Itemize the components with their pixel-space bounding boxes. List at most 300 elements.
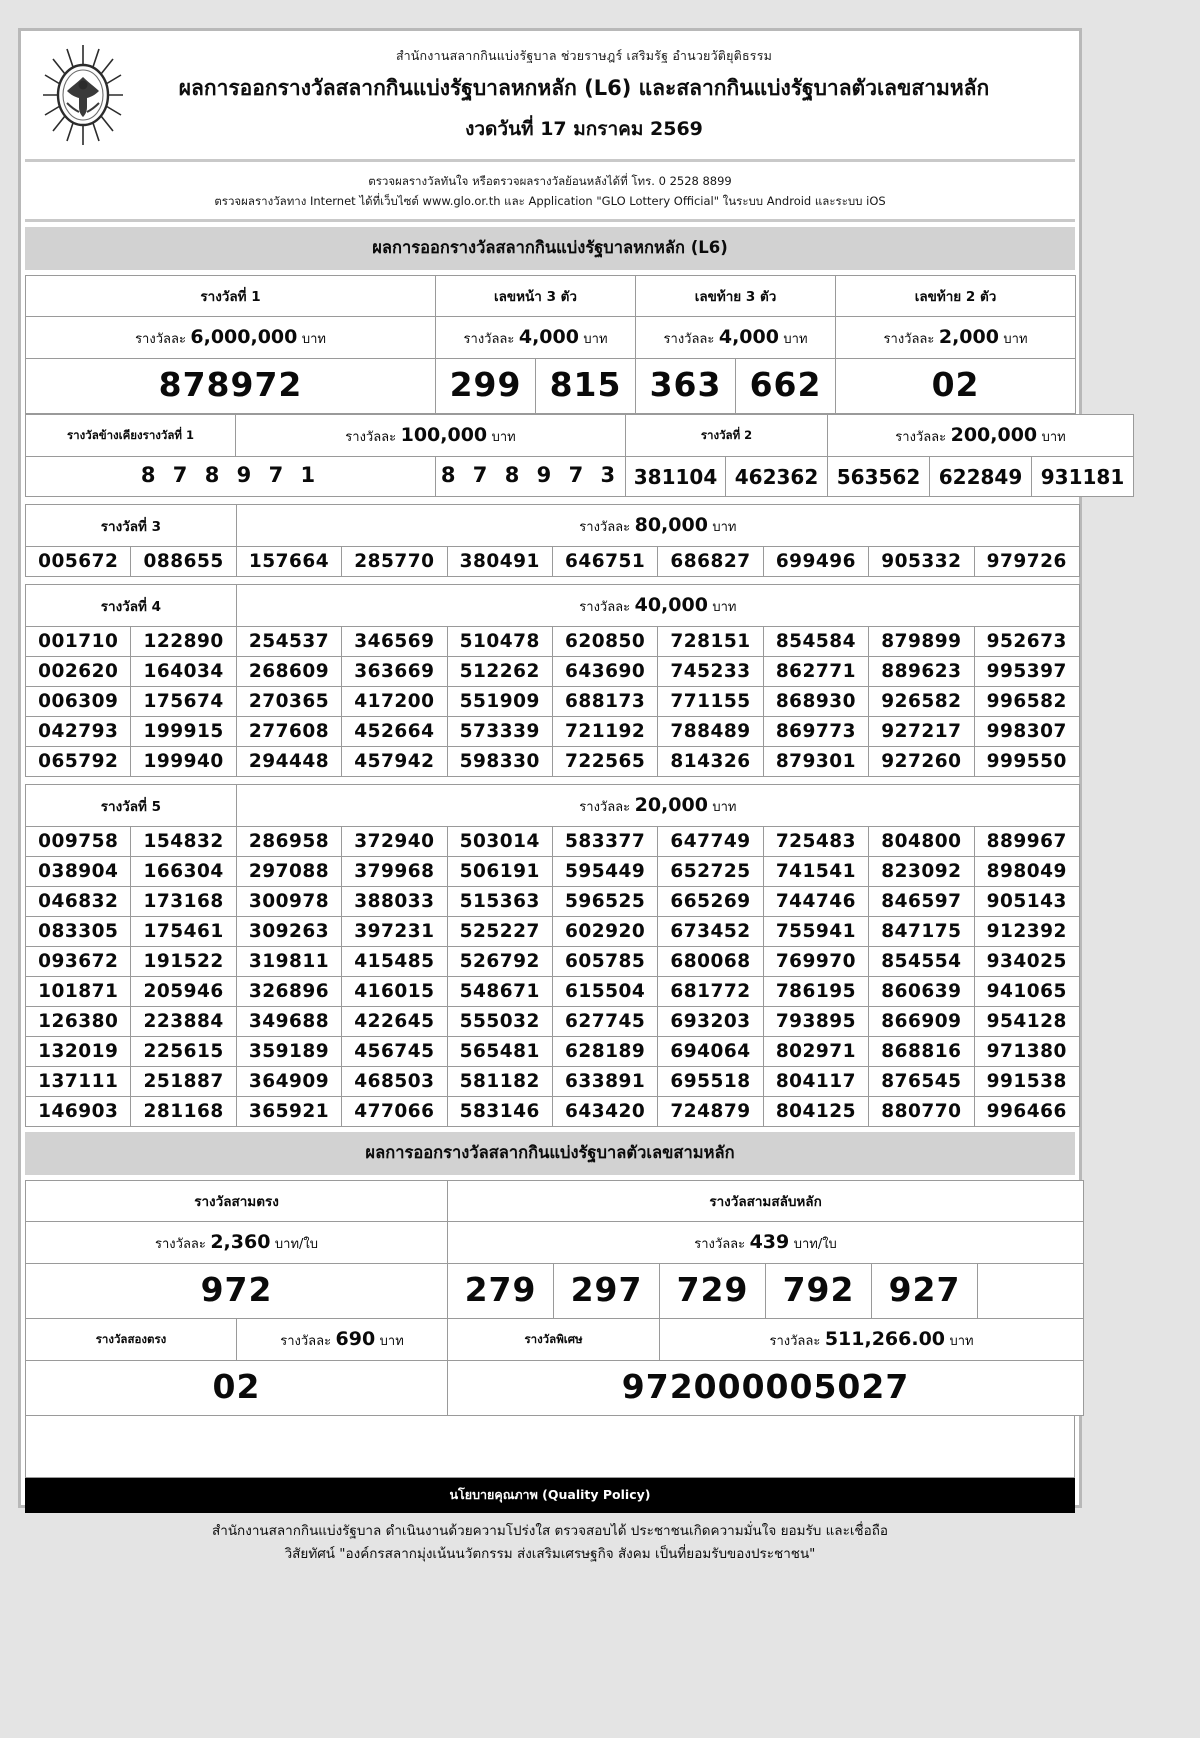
fifth-prize-number: 388033	[342, 887, 447, 917]
fourth-prize-number: 551909	[447, 687, 552, 717]
third-prize-amount-unit: บาท	[712, 520, 737, 536]
page-title: ผลการออกรางวัลสลากกินแบ่งรัฐบาลหกหลัก (L6) และสลากกินแบ่งรัฐบาลตัวเลขสามหลัก	[178, 76, 990, 100]
fifth-prize-number: 847175	[869, 917, 974, 947]
front3-amount	[436, 317, 636, 359]
front3-number-2: 815	[536, 359, 636, 414]
fifth-prize-number: 769970	[763, 947, 868, 977]
fourth-prize-number: 270365	[236, 687, 341, 717]
last3-amount-unit: บาท	[783, 332, 808, 348]
fifth-prize-number: 137111	[26, 1067, 131, 1097]
permuted3-number-1: 279	[448, 1264, 554, 1319]
near-first-amount-value: 100,000	[400, 424, 488, 447]
fifth-prize-number: 898049	[974, 857, 1079, 887]
l6-fourth-prize-table	[25, 584, 1080, 777]
last2-amount	[836, 317, 1076, 359]
fifth-prize-number: 652725	[658, 857, 763, 887]
fifth-prize-number: 223884	[131, 1007, 236, 1037]
near-first-amount-prefix: รางวัลละ	[345, 430, 397, 446]
fifth-prize-number: 991538	[974, 1067, 1079, 1097]
fourth-prize-number: 512262	[447, 657, 552, 687]
third-prize-number: 979726	[974, 547, 1079, 577]
draw-date: งวดวันที่ 17 มกราคม 2569	[465, 118, 703, 140]
table-row	[26, 657, 1080, 687]
fourth-prize-number: 879899	[869, 627, 974, 657]
footer-text	[25, 1513, 1075, 1574]
fourth-prize-number: 728151	[658, 627, 763, 657]
second-prize-number-4: 622849	[930, 457, 1032, 497]
fourth-prize-number: 199915	[131, 717, 236, 747]
straight2-amount-unit: บาท	[379, 1334, 404, 1350]
straight3-label: รางวัลสามตรง	[26, 1181, 448, 1222]
special-prize-number: 972000005027	[448, 1361, 1084, 1416]
third-prize-amount-value: 80,000	[634, 514, 708, 537]
table-row	[26, 1097, 1080, 1127]
fifth-prize-amount	[236, 785, 1079, 827]
fifth-prize-number: 456745	[342, 1037, 447, 1067]
fifth-prize-number: 146903	[26, 1097, 131, 1127]
special-prize-amount-prefix: รางวัลละ	[769, 1334, 821, 1350]
straight3-number: 972	[26, 1264, 448, 1319]
near-first-amount-unit: บาท	[491, 430, 516, 446]
table-row	[26, 917, 1080, 947]
table-row	[26, 857, 1080, 887]
fourth-prize-number: 927217	[869, 717, 974, 747]
fifth-prize-number: 744746	[763, 887, 868, 917]
fourth-prize-number: 042793	[26, 717, 131, 747]
fifth-prize-number: 416015	[342, 977, 447, 1007]
fifth-prize-number: 132019	[26, 1037, 131, 1067]
fourth-prize-number: 122890	[131, 627, 236, 657]
second-prize-amount-value: 200,000	[950, 424, 1038, 447]
straight2-amount-value: 690	[335, 1328, 376, 1351]
straight2-amount	[237, 1319, 448, 1361]
l6-section-banner: ผลการออกรางวัลสลากกินแบ่งรัฐบาลหกหลัก (L6)	[25, 226, 1075, 271]
fifth-prize-number: 506191	[447, 857, 552, 887]
fifth-prize-number: 093672	[26, 947, 131, 977]
permuted3-number-3: 729	[660, 1264, 766, 1319]
table-row	[26, 1319, 1084, 1361]
last3-number-1: 363	[636, 359, 736, 414]
last2-number-1: 02	[836, 359, 1076, 414]
fourth-prize-numbers-body	[26, 627, 1080, 777]
straight3-amount	[26, 1222, 448, 1264]
fourth-prize-number: 722565	[552, 747, 657, 777]
second-prize-amount-prefix: รางวัลละ	[895, 430, 947, 446]
fourth-prize-number: 598330	[447, 747, 552, 777]
fifth-prize-number: 477066	[342, 1097, 447, 1127]
table-row	[26, 1361, 1084, 1416]
l6-top-prizes-table	[25, 275, 1076, 414]
table-row	[26, 505, 1080, 547]
fifth-prize-number: 083305	[26, 917, 131, 947]
table-row	[26, 415, 1134, 457]
fifth-prize-number: 046832	[26, 887, 131, 917]
front3-amount-value: 4,000	[518, 326, 579, 349]
fourth-prize-number: 175674	[131, 687, 236, 717]
straight2-number: 02	[26, 1361, 448, 1416]
fourth-prize-number: 926582	[869, 687, 974, 717]
third-prize-number: 005672	[26, 547, 131, 577]
permuted3-amount-unit: บาท/ใบ	[793, 1237, 837, 1253]
fifth-prize-number: 880770	[869, 1097, 974, 1127]
fifth-prize-number: 154832	[131, 827, 236, 857]
front3-amount-unit: บาท	[583, 332, 608, 348]
third-prize-number: 285770	[342, 547, 447, 577]
document-header	[25, 35, 1075, 162]
fifth-prize-number: 665269	[658, 887, 763, 917]
fifth-prize-number: 415485	[342, 947, 447, 977]
front3-number-1: 299	[436, 359, 536, 414]
fifth-prize-number: 595449	[552, 857, 657, 887]
last3-number-2: 662	[736, 359, 836, 414]
third-prize-number: 905332	[869, 547, 974, 577]
fifth-prize-number: 633891	[552, 1067, 657, 1097]
table-row	[26, 1037, 1080, 1067]
fifth-prize-number: 804800	[869, 827, 974, 857]
fifth-prize-number: 173168	[131, 887, 236, 917]
results-sheet	[18, 28, 1125, 1563]
second-prize-amount	[828, 415, 1134, 457]
fifth-prize-number: 802971	[763, 1037, 868, 1067]
fourth-prize-number: 268609	[236, 657, 341, 687]
fifth-prize-number: 349688	[236, 1007, 341, 1037]
fourth-prize-number: 998307	[974, 717, 1079, 747]
fifth-prize-number: 286958	[236, 827, 341, 857]
near-first-label: รางวัลข้างเคียงรางวัลที่ 1	[26, 415, 236, 457]
contact-phone-line: ตรวจผลรางวัลทันใจ หรือตรวจผลรางวัลย้อนหลังได้ที่ โทร. 0 2528 8899	[368, 174, 732, 188]
fifth-prize-number: 319811	[236, 947, 341, 977]
fifth-prize-number: 596525	[552, 887, 657, 917]
third-prize-number: 380491	[447, 547, 552, 577]
fifth-prize-number: 101871	[26, 977, 131, 1007]
fifth-prize-number: 583377	[552, 827, 657, 857]
fourth-prize-number: 788489	[658, 717, 763, 747]
fourth-prize-number: 721192	[552, 717, 657, 747]
fifth-prize-number: 191522	[131, 947, 236, 977]
spacer	[25, 777, 1075, 784]
fifth-prize-number: 583146	[447, 1097, 552, 1127]
fifth-prize-number: 804117	[763, 1067, 868, 1097]
footer-line-1: สำนักงานสลากกินแบ่งรัฐบาล ดำเนินงานด้วยความโปร่งใส ตรวจสอบได้ ประชาชนเกิดความมั่นใจ ยอมรับ และเชื่อถือ	[212, 1523, 888, 1540]
fifth-prize-number: 364909	[236, 1067, 341, 1097]
permuted3-amount-value: 439	[749, 1231, 790, 1254]
permuted3-number-4: 792	[766, 1264, 872, 1319]
special-prize-amount	[660, 1319, 1084, 1361]
second-prize-number-2: 462362	[726, 457, 828, 497]
contact-internet-line: ตรวจผลรางวัลทาง Internet ได้ที่เว็บไซต์ www.glo.or.th และ Application "GLO Lottery Official" ในระบบ Android และระบบ iOS	[214, 194, 886, 209]
fourth-prize-amount-unit: บาท	[712, 600, 737, 616]
fourth-prize-number: 294448	[236, 747, 341, 777]
fourth-prize-number: 643690	[552, 657, 657, 687]
fourth-prize-number: 996582	[974, 687, 1079, 717]
fifth-prize-number: 526792	[447, 947, 552, 977]
permuted3-number-5: 927	[872, 1264, 978, 1319]
fifth-prize-number: 205946	[131, 977, 236, 1007]
fifth-prize-number: 281168	[131, 1097, 236, 1127]
fifth-prize-number: 548671	[447, 977, 552, 1007]
fourth-prize-amount-prefix: รางวัลละ	[579, 600, 631, 616]
table-row	[26, 317, 1076, 359]
permuted3-label: รางวัลสามสลับหลัก	[448, 1181, 1084, 1222]
table-row	[26, 276, 1076, 317]
fifth-prize-number: 854554	[869, 947, 974, 977]
fifth-prize-number: 741541	[763, 857, 868, 887]
fourth-prize-number: 889623	[869, 657, 974, 687]
table-row	[26, 747, 1080, 777]
fifth-prize-number: 647749	[658, 827, 763, 857]
last3-amount-prefix: รางวัลละ	[663, 332, 715, 348]
table-row	[26, 547, 1080, 577]
permuted3-amount	[448, 1222, 1084, 1264]
third-prize-number: 157664	[236, 547, 341, 577]
fifth-prize-number: 126380	[26, 1007, 131, 1037]
straight2-amount-prefix: รางวัลละ	[280, 1334, 332, 1350]
fifth-prize-number: 681772	[658, 977, 763, 1007]
last2-amount-prefix: รางวัลละ	[883, 332, 935, 348]
table-row	[26, 585, 1080, 627]
special-prize-amount-unit: บาท	[949, 1334, 974, 1350]
fourth-prize-number: 277608	[236, 717, 341, 747]
fifth-prize-number: 905143	[974, 887, 1079, 917]
fifth-prize-number: 941065	[974, 977, 1079, 1007]
fifth-prize-number: 615504	[552, 977, 657, 1007]
second-prize-label: รางวัลที่ 2	[626, 415, 828, 457]
blank-row	[25, 1416, 1075, 1478]
straight3-amount-prefix: รางวัลละ	[155, 1237, 206, 1253]
fourth-prize-number: 065792	[26, 747, 131, 777]
fifth-prize-number: 860639	[869, 977, 974, 1007]
table-row	[26, 717, 1080, 747]
table-row	[26, 785, 1080, 827]
fifth-prize-number: 379968	[342, 857, 447, 887]
near-first-amount	[236, 415, 626, 457]
fifth-prize-number: 297088	[236, 857, 341, 887]
fourth-prize-number: 417200	[342, 687, 447, 717]
fifth-prize-label: รางวัลที่ 5	[26, 785, 237, 827]
fifth-prize-number: 868816	[869, 1037, 974, 1067]
l3-section-banner: ผลการออกรางวัลสลากกินแบ่งรัฐบาลตัวเลขสามหลัก	[25, 1131, 1075, 1176]
table-row	[26, 827, 1080, 857]
fourth-prize-number: 854584	[763, 627, 868, 657]
fifth-prize-number: 372940	[342, 827, 447, 857]
front3-amount-prefix: รางวัลละ	[463, 332, 515, 348]
fifth-prize-number: 912392	[974, 917, 1079, 947]
third-prize-number: 699496	[763, 547, 868, 577]
fifth-prize-number: 996466	[974, 1097, 1079, 1127]
table-row	[26, 1264, 1084, 1319]
third-prize-number: 088655	[131, 547, 236, 577]
straight3-amount-value: 2,360	[210, 1231, 271, 1254]
fifth-prize-number: 724879	[658, 1097, 763, 1127]
fourth-prize-amount	[236, 585, 1079, 627]
first-prize-amount	[26, 317, 436, 359]
first-prize-amount-unit: บาท	[301, 332, 326, 348]
fifth-prize-number: 694064	[658, 1037, 763, 1067]
table-row	[26, 687, 1080, 717]
last3-amount-value: 4,000	[718, 326, 779, 349]
third-prize-amount	[236, 505, 1079, 547]
fourth-prize-number: 510478	[447, 627, 552, 657]
fifth-prize-number: 786195	[763, 977, 868, 1007]
table-row	[26, 947, 1080, 977]
first-prize-label: รางวัลที่ 1	[26, 276, 436, 317]
table-row	[26, 457, 1134, 497]
fifth-prize-number: 673452	[658, 917, 763, 947]
third-prize-label: รางวัลที่ 3	[26, 505, 237, 547]
fifth-prize-number: 175461	[131, 917, 236, 947]
quality-policy-title: นโยบายคุณภาพ (Quality Policy)	[25, 1478, 1075, 1513]
fifth-prize-number: 422645	[342, 1007, 447, 1037]
fourth-prize-number: 363669	[342, 657, 447, 687]
fifth-prize-number: 038904	[26, 857, 131, 887]
fifth-prize-number: 565481	[447, 1037, 552, 1067]
fourth-prize-number: 164034	[131, 657, 236, 687]
table-row	[26, 627, 1080, 657]
fifth-prize-number: 755941	[763, 917, 868, 947]
table-row	[26, 1181, 1084, 1222]
fifth-prize-number: 605785	[552, 947, 657, 977]
fourth-prize-number: 452664	[342, 717, 447, 747]
fifth-prize-amount-prefix: รางวัลละ	[579, 800, 631, 816]
fourth-prize-number: 879301	[763, 747, 868, 777]
fourth-prize-number: 346569	[342, 627, 447, 657]
table-row	[26, 977, 1080, 1007]
fifth-prize-number: 503014	[447, 827, 552, 857]
second-prize-number-3: 563562	[828, 457, 930, 497]
special-prize-label: รางวัลพิเศษ	[448, 1319, 660, 1361]
fifth-prize-number: 009758	[26, 827, 131, 857]
last2-label: เลขท้าย 2 ตัว	[836, 276, 1076, 317]
fifth-prize-number: 725483	[763, 827, 868, 857]
near-first-number-2: 8 7 8 9 7 3	[436, 457, 626, 497]
special-prize-amount-value: 511,266.00	[824, 1328, 946, 1351]
third-prize-number: 646751	[552, 547, 657, 577]
fifth-prize-number: 397231	[342, 917, 447, 947]
fourth-prize-number: 688173	[552, 687, 657, 717]
fifth-prize-number: 300978	[236, 887, 341, 917]
fifth-prize-number: 628189	[552, 1037, 657, 1067]
fifth-prize-number: 643420	[552, 1097, 657, 1127]
fifth-prize-number: 954128	[974, 1007, 1079, 1037]
fourth-prize-number: 927260	[869, 747, 974, 777]
fourth-prize-number: 869773	[763, 717, 868, 747]
fifth-prize-number: 365921	[236, 1097, 341, 1127]
fourth-prize-number: 002620	[26, 657, 131, 687]
permuted3-amount-prefix: รางวัลละ	[694, 1237, 746, 1253]
garuda-emblem-icon	[29, 41, 137, 149]
table-row	[26, 1067, 1080, 1097]
fifth-prize-number: 309263	[236, 917, 341, 947]
spacer	[25, 497, 1075, 504]
agency-motto: สำนักงานสลากกินแบ่งรัฐบาล ช่วยราษฎร์ เสริมรัฐ อำนวยวัติยุติธรรม	[395, 48, 773, 63]
fifth-prize-number: 804125	[763, 1097, 868, 1127]
fifth-prize-number: 525227	[447, 917, 552, 947]
fifth-prize-number: 468503	[342, 1067, 447, 1097]
fifth-prize-number: 693203	[658, 1007, 763, 1037]
fifth-prize-number: 627745	[552, 1007, 657, 1037]
fourth-prize-number: 006309	[26, 687, 131, 717]
first-prize-amount-value: 6,000,000	[190, 326, 298, 349]
spacer	[25, 577, 1075, 584]
table-row	[26, 1007, 1080, 1037]
third-prize-amount-prefix: รางวัลละ	[579, 520, 631, 536]
l6-near-second-table	[25, 414, 1134, 497]
fifth-prize-numbers-body	[26, 827, 1080, 1127]
contact-info	[25, 162, 1075, 222]
front3-label: เลขหน้า 3 ตัว	[436, 276, 636, 317]
fourth-prize-label: รางวัลที่ 4	[26, 585, 237, 627]
permuted3-number-2: 297	[554, 1264, 660, 1319]
fifth-prize-number: 251887	[131, 1067, 236, 1097]
l6-third-prize-table	[25, 504, 1080, 577]
fifth-prize-number: 889967	[974, 827, 1079, 857]
fourth-prize-number: 573339	[447, 717, 552, 747]
last2-amount-value: 2,000	[938, 326, 999, 349]
fifth-prize-number: 876545	[869, 1067, 974, 1097]
permuted3-empty-cell	[978, 1264, 1084, 1319]
first-prize-number: 878972	[26, 359, 436, 414]
fifth-prize-amount-unit: บาท	[712, 800, 737, 816]
fourth-prize-number: 457942	[342, 747, 447, 777]
fourth-prize-number: 814326	[658, 747, 763, 777]
fourth-prize-number: 745233	[658, 657, 763, 687]
table-row	[26, 887, 1080, 917]
second-prize-amount-unit: บาท	[1041, 430, 1066, 446]
fifth-prize-number: 555032	[447, 1007, 552, 1037]
fifth-prize-number: 326896	[236, 977, 341, 1007]
fifth-prize-number: 971380	[974, 1037, 1079, 1067]
second-prize-number-1: 381104	[626, 457, 726, 497]
fifth-prize-number: 602920	[552, 917, 657, 947]
fourth-prize-number: 995397	[974, 657, 1079, 687]
fifth-prize-number: 866909	[869, 1007, 974, 1037]
table-row	[26, 359, 1076, 414]
third-prize-number: 686827	[658, 547, 763, 577]
fourth-prize-number: 952673	[974, 627, 1079, 657]
fourth-prize-number: 001710	[26, 627, 131, 657]
straight2-label: รางวัลสองตรง	[26, 1319, 237, 1361]
l6-fifth-prize-table	[25, 784, 1080, 1127]
fifth-prize-number: 680068	[658, 947, 763, 977]
fourth-prize-number: 199940	[131, 747, 236, 777]
fifth-prize-number: 793895	[763, 1007, 868, 1037]
fifth-prize-number: 695518	[658, 1067, 763, 1097]
fourth-prize-number: 868930	[763, 687, 868, 717]
last3-label: เลขท้าย 3 ตัว	[636, 276, 836, 317]
last3-amount	[636, 317, 836, 359]
fourth-prize-number: 254537	[236, 627, 341, 657]
fourth-prize-number: 862771	[763, 657, 868, 687]
fifth-prize-number: 225615	[131, 1037, 236, 1067]
fifth-prize-number: 846597	[869, 887, 974, 917]
fifth-prize-number: 359189	[236, 1037, 341, 1067]
l3-prizes-table	[25, 1180, 1084, 1416]
second-prize-number-5: 931181	[1032, 457, 1134, 497]
fourth-prize-number: 620850	[552, 627, 657, 657]
fifth-prize-amount-value: 20,000	[634, 794, 708, 817]
footer-line-2: วิสัยทัศน์ "องค์กรสลากมุ่งเน้นนวัตกรรม ส่งเสริมเศรษฐกิจ สังคม เป็นที่ยอมรับของประชาชน"	[284, 1546, 816, 1563]
fifth-prize-number: 581182	[447, 1067, 552, 1097]
fifth-prize-number: 823092	[869, 857, 974, 887]
fourth-prize-number: 771155	[658, 687, 763, 717]
fifth-prize-number: 934025	[974, 947, 1079, 977]
fifth-prize-number: 515363	[447, 887, 552, 917]
first-prize-amount-prefix: รางวัลละ	[135, 332, 186, 348]
last2-amount-unit: บาท	[1003, 332, 1028, 348]
fourth-prize-amount-value: 40,000	[634, 594, 708, 617]
table-row	[26, 1222, 1084, 1264]
straight3-amount-unit: บาท/ใบ	[274, 1237, 318, 1253]
